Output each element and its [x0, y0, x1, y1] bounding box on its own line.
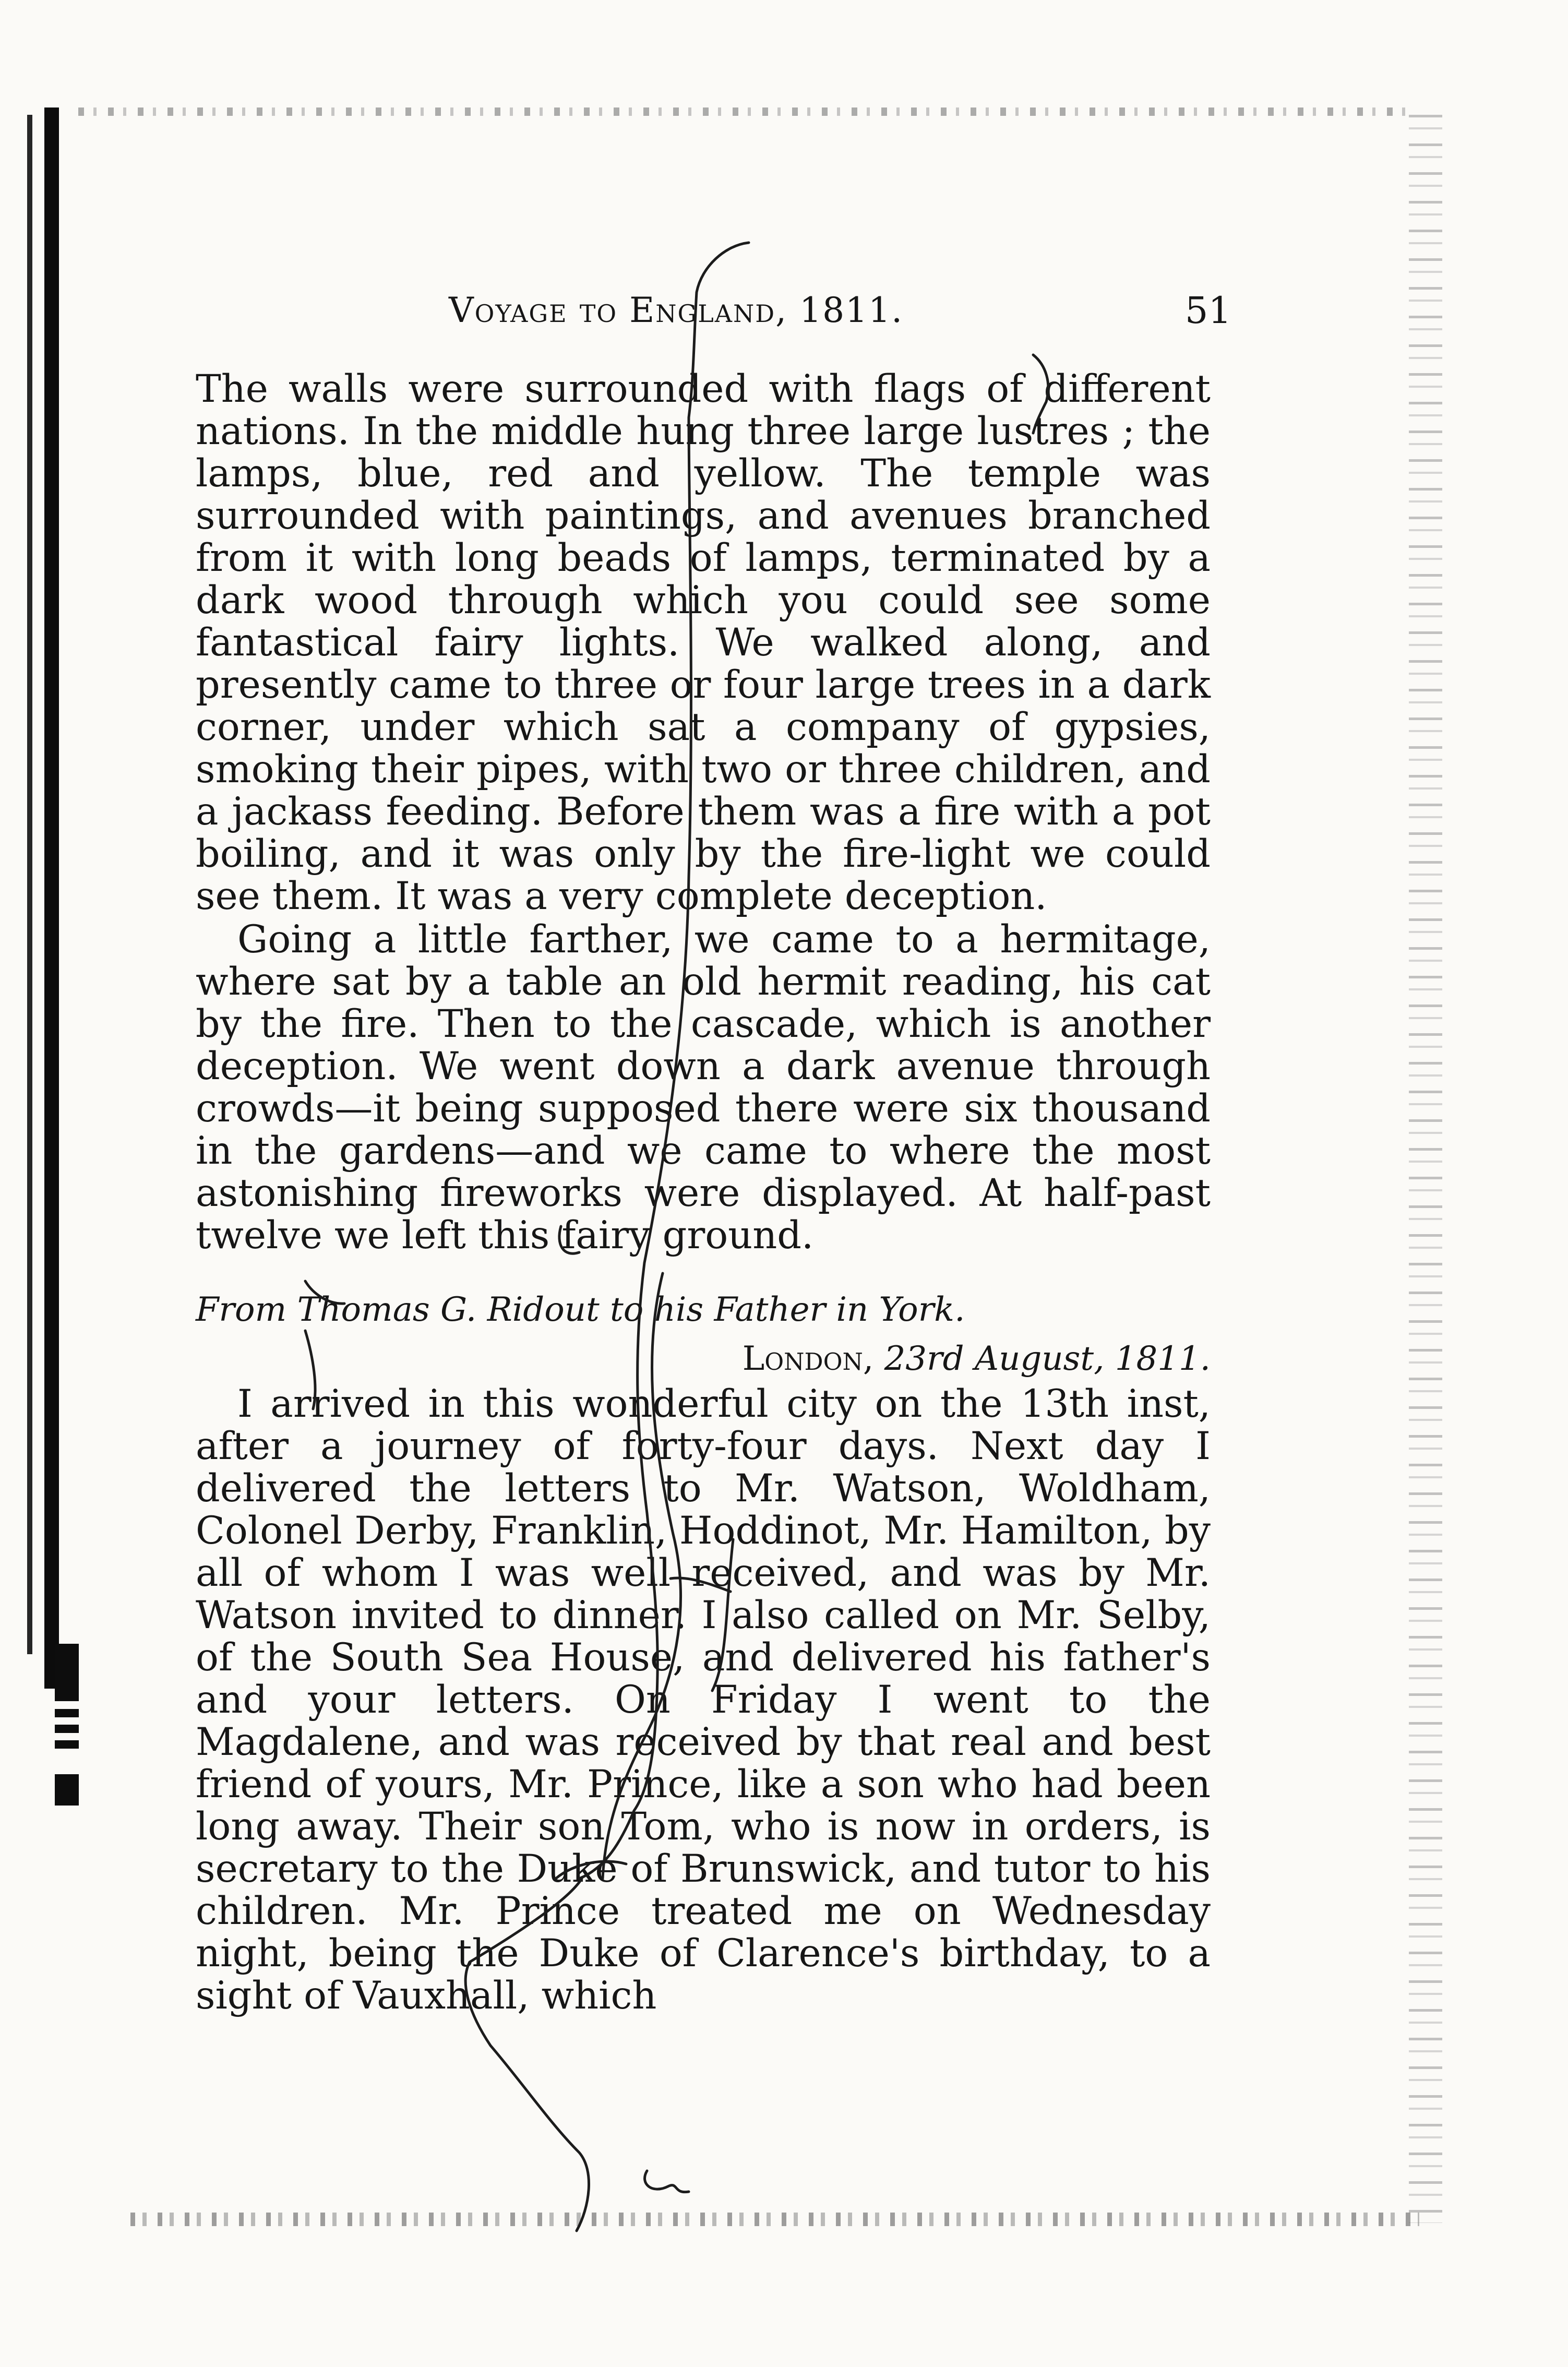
pen-stroke — [645, 2171, 689, 2192]
running-head — [449, 282, 1231, 339]
letter-heading: From Thomas G. Ridout to his Father in York. — [196, 1290, 965, 1329]
running-title: Voyage to England, 1811. — [449, 290, 904, 330]
binding-mark — [55, 1644, 79, 1701]
dateline-place: London, — [742, 1340, 874, 1378]
binding-mark — [55, 1725, 79, 1733]
letter-dateline — [717, 1337, 1211, 1381]
binding-mark — [55, 1740, 79, 1749]
binding-shadow — [44, 107, 59, 1689]
paragraph: The walls were surrounded with flags of different nations. In the middle hung three large lustres ; the lamps, blue, red and yellow. The temple was surrounded with paintings, and avenues branched from it with long beads of lamps, terminated by a dark wood through which you could see some fantastical fairy lights. We walked along, and presently came to three or four large trees in a dark corner, under which sat a company of gypsies, smoking their pipes, with two or three children, and a jackass feeding. Before them was a fire with a pot boiling, and it was only by the fire-light we could see them. It was a very complete deception. — [196, 367, 1211, 918]
page-edge-bottom — [130, 2213, 1419, 2226]
binding-mark — [55, 1709, 79, 1717]
page-edge-right — [1409, 115, 1442, 2223]
dateline-date: 23rd August, 1811. — [884, 1340, 1211, 1378]
binding-shadow-inner — [27, 115, 32, 1654]
page-number: 51 — [1184, 289, 1231, 332]
paragraph: Going a little farther, we came to a hermitage, where sat by a table an old hermit reading, his cat by the fire. Then to the cascade, which is another deception. We went down a dark avenue through crowds—it being supposed there were six thousand in the gardens—and we came to where the most astonishing fireworks were displayed. At half-past twelve we left this fairy ground. — [196, 917, 1211, 1258]
binding-mark — [55, 1774, 79, 1806]
page-edge-top — [78, 107, 1414, 116]
letter-body: I arrived in this wonderful city on the 13th inst, after a journey of forty-four days. Next day I delivered the letters to Mr. Watson, Woldham, Colonel Derby, Franklin, Hoddinot, Mr. Hamilton, by all of whom I was well received, and was by Mr. Watson invited to dinner. I also called on Mr. Selby, of the South Sea House, and delivered his father's and your letters. On Friday I went to the Magdalene, and was received by that real and best friend of yours, Mr. Prince, like a son who had been long away. Their son Tom, who is now in orders, is secretary to the Duke of Brunswick, and tutor to his children. Mr. Prince treated me on Wednesday night, being the Duke of Clarence's birthday, to a sight of Vauxhall, which — [196, 1382, 1211, 2018]
